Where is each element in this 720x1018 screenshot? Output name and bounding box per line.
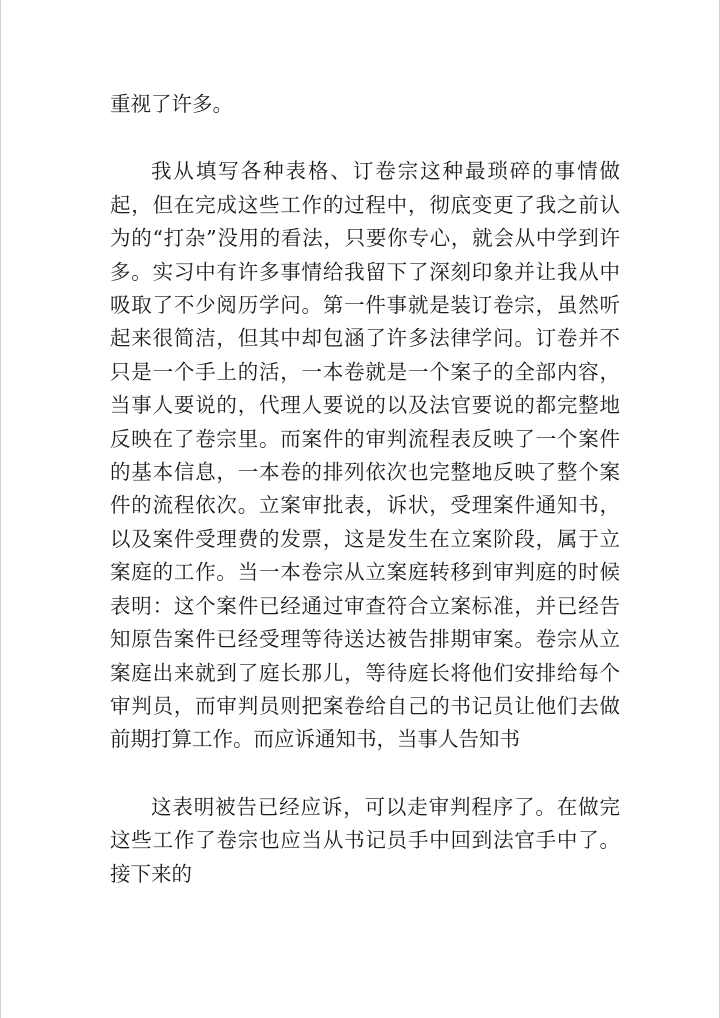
paragraph-continuation: 重视了许多。 bbox=[110, 92, 233, 116]
document-body bbox=[110, 88, 620, 891]
paragraph-internship-experience: 我从填写各种表格、订卷宗这种最琐碎的事情做起，但在完成这些工作的过程中，彻底变更了我之前认为的“打杂”没用的看法，只要你专心，就会从中学到许多。实习中有许多事情给我留下了深刻印象并让我从中吸取了不少阅历学问。第一件事就是装订卷宗，虽然听起来很简洁，但其中却包涵了许多法律学问。订卷并不只是一个手上的活，一本卷就是一个案子的全部内容，当事人要说的，代理人要说的以及法官要说的都完整地反映在了卷宗里。而案件的审判流程表反映了一个案件的基本信息，一本卷的排列依次也完整地反映了整个案件的流程依次。立案审批表，诉状，受理案件通知书，以及案件受理费的发票，这是发生在立案阶段，属于立案庭的工作。当一本卷宗从立案庭转移到审判庭的时候表明：这个案件已经通过审查符合立案标准，并已经告知原告案件已经受理等待送达被告排期审案。卷宗从立案庭出来就到了庭长那儿，等待庭长将他们安排给每个审判员，而审判员则把案卷给自己的书记员让他们去做前期打算工作。而应诉通知书，当事人告知书 bbox=[110, 159, 620, 752]
paragraph-trial-procedure: 这表明被告已经应诉，可以走审判程序了。在做完这些工作了卷宗也应当从书记员手中回到法官手中了。接下来的 bbox=[110, 794, 620, 886]
